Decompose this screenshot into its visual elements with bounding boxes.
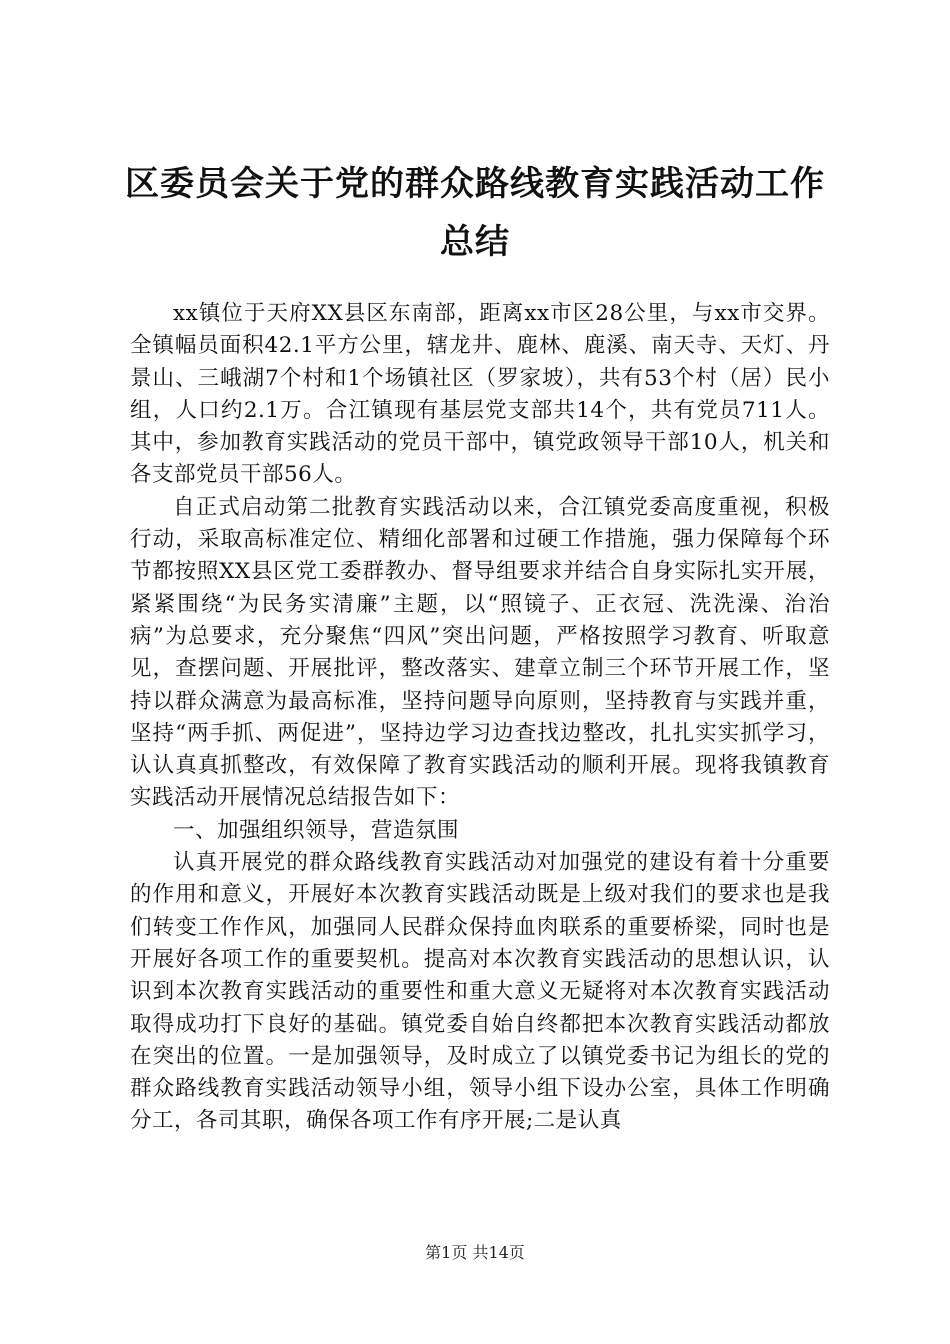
section-heading-1: 一、加强组织领导，营造氛围 (173, 817, 460, 843)
page-number-footer: 第1页 共14页 (425, 1243, 525, 1262)
paragraph-intro: xx镇位于天府XX县区东南部，距离xx市区28公里，与xx市交界。全镇幅员面积42.1平方公里，辖龙井、鹿林、鹿溪、南天寺、天灯、丹景山、三峨湖7个村和1个场镇社区（罗家坡），共有53个村（居）民小组，人口约2.1万。合江镇现有基层党支部共14个，共有党员711人。其中，参加教育实践活动的党员干部中，镇党政领导干部10人，机关和各支部党员干部56人。 (130, 301, 830, 488)
document-title: 区委员会关于党的群众路线教育实践活动工作总结 (125, 164, 825, 262)
paragraph-section-1: 认真开展党的群众路线教育实践活动对加强党的建设有着十分重要的作用和意义，开展好本次教育实践活动既是上级对我们的要求也是我们转变工作作风，加强同人民群众保持血肉联系的重要桥梁，同时也是开展好各项工作的重要契机。提高对本次教育实践活动的思想认识，认识到本次教育实践活动的重要性和重大意义无疑将对本次教育实践活动取得成功打下良好的基础。镇党委自始自终都把本次教育实践活动都放在突出的位置。一是加强领导，及时成立了以镇党委书记为组长的党的群众路线教育实践活动领导小组，领导小组下设办公室，具体工作明确分工，各司其职，确保各项工作有序开展;二是认真 (130, 850, 830, 1134)
document-body (130, 298, 830, 1138)
paragraph-overview: 自正式启动第二批教育实践活动以来，合江镇党委高度重视，积极行动，采取高标准定位、精细化部署和过硬工作措施，强力保障每个环节都按照XX县区党工委群教办、督导组要求并结合自身实际扎实开展，紧紧围绕“为民务实清廉”主题，以“照镜子、正衣冠、洗洗澡、治治病”为总要求，充分聚焦“四风”突出问题，严格按照学习教育、听取意见，查摆问题、开展批评，整改落实、建章立制三个环节开展工作，坚持以群众满意为最高标准，坚持问题导向原则，坚持教育与实践并重，坚持“两手抓、两促进”，坚持边学习边查找边整改，扎扎实实抓学习，认认真真抓整改，有效保障了教育实践活动的顺利开展。现将我镇教育实践活动开展情况总结报告如下： (130, 494, 830, 811)
